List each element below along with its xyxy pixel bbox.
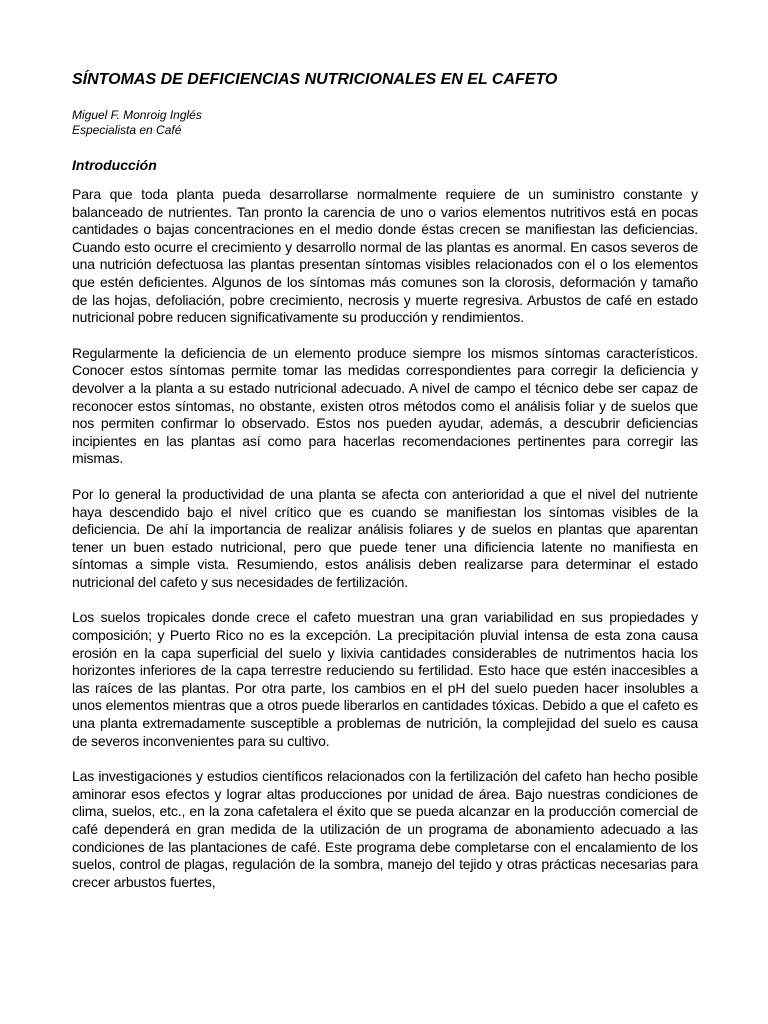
section-heading-introduccion: Introducción bbox=[72, 157, 157, 173]
author-name: Miguel F. Monroig Inglés bbox=[72, 108, 202, 122]
document-page bbox=[72, 70, 698, 909]
paragraph: Regularmente la deficiencia de un elemento produce siempre los mismos síntomas característicos. Conocer estos síntomas permite tomar las medidas correspondientes para corregir la deficiencia y devolver a la planta a su estado nutricional adecuado. A nivel de campo el técnico debe ser capaz de reconocer estos síntomas, no obstante, existen otros métodos como el análisis foliar y de suelos que nos permiten confirmar lo observado. Estos nos pueden ayudar, además, a descubrir deficiencias incipientes en las plantas así como para hacerlas recomendaciones pertinentes para corregir las mismas. bbox=[72, 344, 698, 467]
author-role: Especialista en Café bbox=[72, 123, 182, 137]
document-title: SÍNTOMAS DE DEFICIENCIAS NUTRICIONALES EN EL CAFETO bbox=[72, 71, 558, 88]
author-block bbox=[72, 108, 698, 138]
paragraph: Por lo general la productividad de una planta se afecta con anterioridad a que el nivel del nutriente haya descendido bajo el nivel crítico que es cuando se manifiestan los síntomas visibles de la deficiencia. De ahí la importancia de realizar análisis foliares y de suelos en plantas que aparentan tener un buen estado nutricional, pero que puede tener una dificiencia latente no manifiesta en síntomas a simple vista. Resumiendo, estos análisis deben realizarse para determinar el estado nutricional del cafeto y sus necesidades de fertilización. bbox=[72, 485, 698, 590]
paragraph: Las investigaciones y estudios científicos relacionados con la fertilización del cafeto han hecho posible aminorar esos efectos y lograr altas producciones por unidad de área. Bajo nuestras condiciones de clima, suelos, etc., en la zona cafetalera el éxito que se pueda alcanzar en la producción comercial de café dependerá en gran medida de la utilización de un programa de abonamiento adecuado a las condiciones de las plantaciones de café. Este programa debe completarse con el encalamiento de los suelos, control de plagas, regulación de la sombra, manejo del tejido y otras prácticas necesarias para crecer arbustos fuertes, bbox=[72, 768, 698, 890]
paragraph: Los suelos tropicales donde crece el cafeto muestran una gran variabilidad en sus propiedades y composición; y Puerto Rico no es la excepción. La precipitación pluvial intensa de esta zona causa erosión en la capa superficial del suelo y lixivia cantidades considerables de nutrimentos hacia los horizontes inferiores de la capa terrestre reduciendo su fertilidad. Esto hace que estén inaccesibles a las raíces de las plantas. Por otra parte, los cambios en el pH del suelo pueden hacer insolubles a unos elementos mientras que a otros puede liberarlos en cantidades tóxicas. Debido a que el cafeto es una planta extremadamente susceptible a problemas de nutrición, la complejidad del suelo es causa de severos inconvenientes para su cultivo. bbox=[72, 609, 698, 749]
paragraph: Para que toda planta pueda desarrollarse normalmente requiere de un suministro constante y balanceado de nutrientes. Tan pronto la carencia de uno o varios elementos nutritivos está en pocas cantidades o bajas concentraciones en el medio donde éstas crecen se manifiestan las deficiencias. Cuando esto ocurre el crecimiento y desarrollo normal de las plantas es anormal. En casos severos de una nutrición defectuosa las plantas presentan síntomas visibles relacionados con el o los elementos que estén deficientes. Algunos de los síntomas más comunes son la clorosis, deformación y tamaño de las hojas, defoliación, pobre crecimiento, necrosis y muerte regresiva. Arbustos de café en estado nutricional pobre reducen significativamente su producción y rendimientos. bbox=[72, 186, 698, 326]
